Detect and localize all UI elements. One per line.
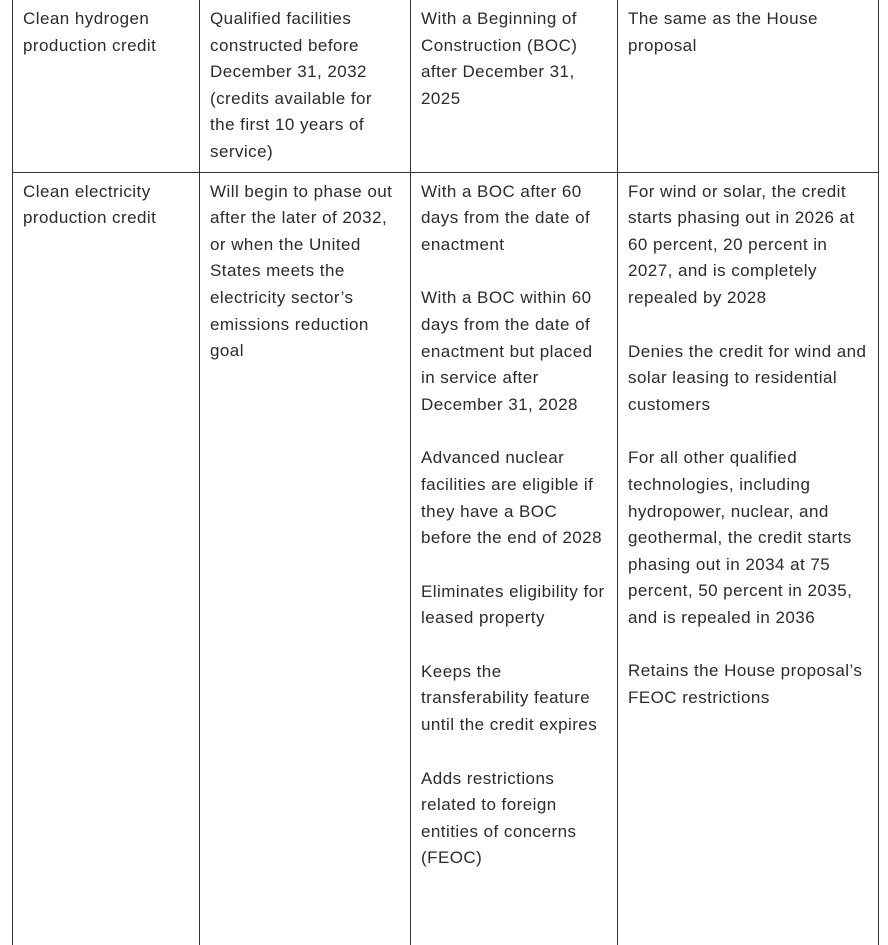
cell-paragraph: Denies the credit for wind and solar leasing to residential customers <box>628 341 867 414</box>
credits-comparison-table <box>12 0 879 945</box>
cell-paragraph: With a Beginning of Construction (BOC) after December 31, 2025 <box>421 9 578 108</box>
senate-proposal-cell <box>618 172 879 945</box>
house-proposal-cell <box>411 172 618 945</box>
table-row <box>13 0 879 172</box>
cell-paragraph: Eliminates eligibility for leased property <box>421 581 605 628</box>
cell-paragraph: With a BOC within 60 days from the date of enactment but placed in service after December 31, 2028 <box>421 288 593 414</box>
cell-paragraph: For wind or solar, the credit starts phasing out in 2026 at 60 percent, 20 percent in 2027, and is completely repealed by 2028 <box>628 181 855 307</box>
cell-paragraph: Clean electricity production credit <box>23 181 157 228</box>
house-proposal-cell <box>411 0 618 172</box>
cell-paragraph: For all other qualified technologies, including hydropower, nuclear, and geothermal, the credit starts phasing out in 2034 at 75 percent, 50 percent in 2035, and is repealed in 2036 <box>628 448 853 627</box>
cell-paragraph: With a BOC after 60 days from the date of enactment <box>421 181 591 254</box>
cell-paragraph: Retains the House proposal’s FEOC restrictions <box>628 661 863 708</box>
cell-paragraph: Adds restrictions related to foreign entities of concerns (FEOC) <box>421 768 577 868</box>
cell-paragraph: Will begin to phase out after the later of 2032, or when the United States meets the electricity sector’s emissions reduction goal <box>210 181 393 361</box>
senate-proposal-cell <box>618 0 879 172</box>
table-row <box>13 172 879 945</box>
cell-paragraph: Advanced nuclear facilities are eligible if they have a BOC before the end of 2028 <box>421 448 602 548</box>
current-law-cell <box>200 0 411 172</box>
cell-paragraph: The same as the House proposal <box>628 9 818 55</box>
cell-paragraph: Clean hydrogen production credit <box>23 9 157 55</box>
current-law-cell <box>200 172 411 945</box>
credit-name-cell <box>13 172 200 945</box>
cell-paragraph: Keeps the transferability feature until the credit expires <box>421 661 598 735</box>
credit-name-cell <box>13 0 200 172</box>
cell-paragraph: Qualified facilities constructed before December 31, 2032 (credits available for the first 10 years of service) <box>210 9 373 161</box>
